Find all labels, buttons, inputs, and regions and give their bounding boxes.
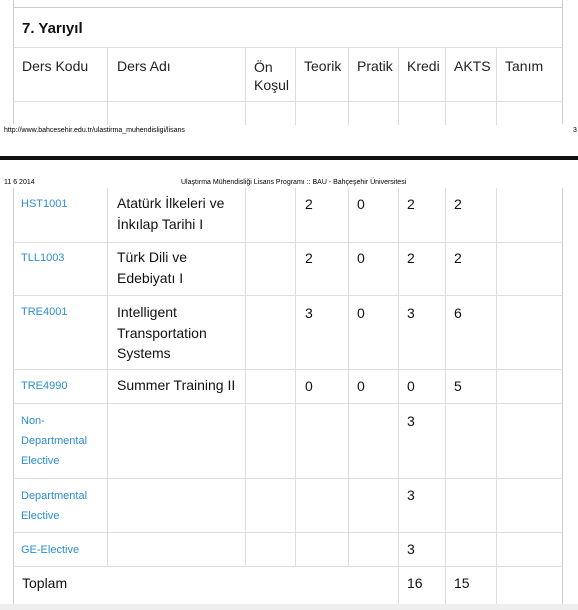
course-code-link[interactable]: TLL1003 xyxy=(21,252,65,264)
ects-value: 2 xyxy=(454,196,462,212)
practice-value: 0 xyxy=(357,250,365,266)
table-border-left xyxy=(13,0,14,124)
col-divider xyxy=(348,188,349,566)
header-row-divider xyxy=(13,101,563,102)
row-divider xyxy=(13,295,563,296)
practice-value: 0 xyxy=(357,196,365,212)
col-header-name: Ders Adı xyxy=(117,58,171,74)
course-code-link[interactable]: TRE4990 xyxy=(21,380,68,392)
page-top xyxy=(0,0,578,160)
credit-value: 3 xyxy=(407,541,415,557)
col-divider xyxy=(295,47,296,125)
ects-value: 5 xyxy=(454,378,462,394)
practice-value: 0 xyxy=(357,378,365,394)
col-divider xyxy=(398,188,399,606)
col-divider xyxy=(107,47,108,125)
row-divider xyxy=(13,566,563,567)
course-name: Türk Dili ve Edebiyatı I xyxy=(117,249,188,286)
table-top-border xyxy=(13,7,563,8)
row-divider xyxy=(13,532,563,533)
page-edge xyxy=(0,604,578,610)
col-header-definition: Tanım xyxy=(505,58,544,74)
row-divider xyxy=(13,478,563,479)
course-name: Summer Training II xyxy=(117,377,236,393)
credit-value: 3 xyxy=(407,487,415,503)
table-border-left xyxy=(13,188,14,606)
row-divider xyxy=(13,403,563,404)
col-divider xyxy=(295,188,296,566)
course-code-link[interactable]: TRE4001 xyxy=(21,306,68,318)
row-divider xyxy=(13,242,563,243)
course-code-link[interactable]: HST1001 xyxy=(21,198,68,210)
page-bottom xyxy=(0,160,578,610)
print-date: 11 6 2014 xyxy=(4,179,35,186)
col-divider xyxy=(398,47,399,125)
course-name: Atatürk İlkeleri ve İnkılap Tarihi I xyxy=(117,195,225,232)
credit-value: 3 xyxy=(407,305,415,321)
elective-link[interactable]: GE-Elective xyxy=(21,544,80,556)
col-divider xyxy=(245,188,246,566)
col-header-credit: Kredi xyxy=(407,58,440,74)
col-header-ects: AKTS xyxy=(454,58,491,74)
course-name: Intelligent Transportation Systems xyxy=(117,304,207,361)
col-divider xyxy=(496,47,497,125)
credit-value: 0 xyxy=(407,378,415,394)
total-label: Toplam xyxy=(22,575,68,591)
table-border-right xyxy=(562,0,563,124)
print-page-title: Ulaştırma Mühendisliği Lisans Programı :: BAU - Bahçeşehir Üniversitesi xyxy=(181,179,407,186)
col-header-code: Ders Kodu xyxy=(22,58,89,74)
section-title: 7. Yarıyıl xyxy=(22,20,83,37)
theory-value: 2 xyxy=(305,250,313,266)
elective-link[interactable]: Non- Departmental Elective xyxy=(21,415,88,467)
theory-value: 3 xyxy=(305,305,313,321)
practice-value: 0 xyxy=(357,305,365,321)
credit-value: 2 xyxy=(407,250,415,266)
col-divider xyxy=(245,47,246,125)
elective-link[interactable]: Departmental Elective xyxy=(21,490,88,522)
col-divider xyxy=(107,188,108,566)
theory-value: 2 xyxy=(305,196,313,212)
credit-value: 2 xyxy=(407,196,415,212)
ects-value: 2 xyxy=(454,250,462,266)
col-divider xyxy=(445,188,446,606)
col-divider xyxy=(445,47,446,125)
col-divider xyxy=(496,188,497,606)
credit-value: 3 xyxy=(407,413,415,429)
col-divider xyxy=(348,47,349,125)
table-border-right xyxy=(562,188,563,606)
print-url: http://www.bahcesehir.edu.tr/ulastirma_muhendisligi/lisans xyxy=(4,127,185,134)
col-header-practice: Pratik xyxy=(357,58,393,74)
total-ects: 15 xyxy=(454,575,470,591)
row-divider xyxy=(13,369,563,370)
title-divider xyxy=(13,47,563,48)
col-header-prereq: Ön Koşul xyxy=(254,59,290,93)
theory-value: 0 xyxy=(305,378,313,394)
total-credit: 16 xyxy=(407,575,423,591)
ects-value: 6 xyxy=(454,305,462,321)
col-header-theory: Teorik xyxy=(304,58,342,74)
print-page-number: 3 xyxy=(573,127,577,134)
